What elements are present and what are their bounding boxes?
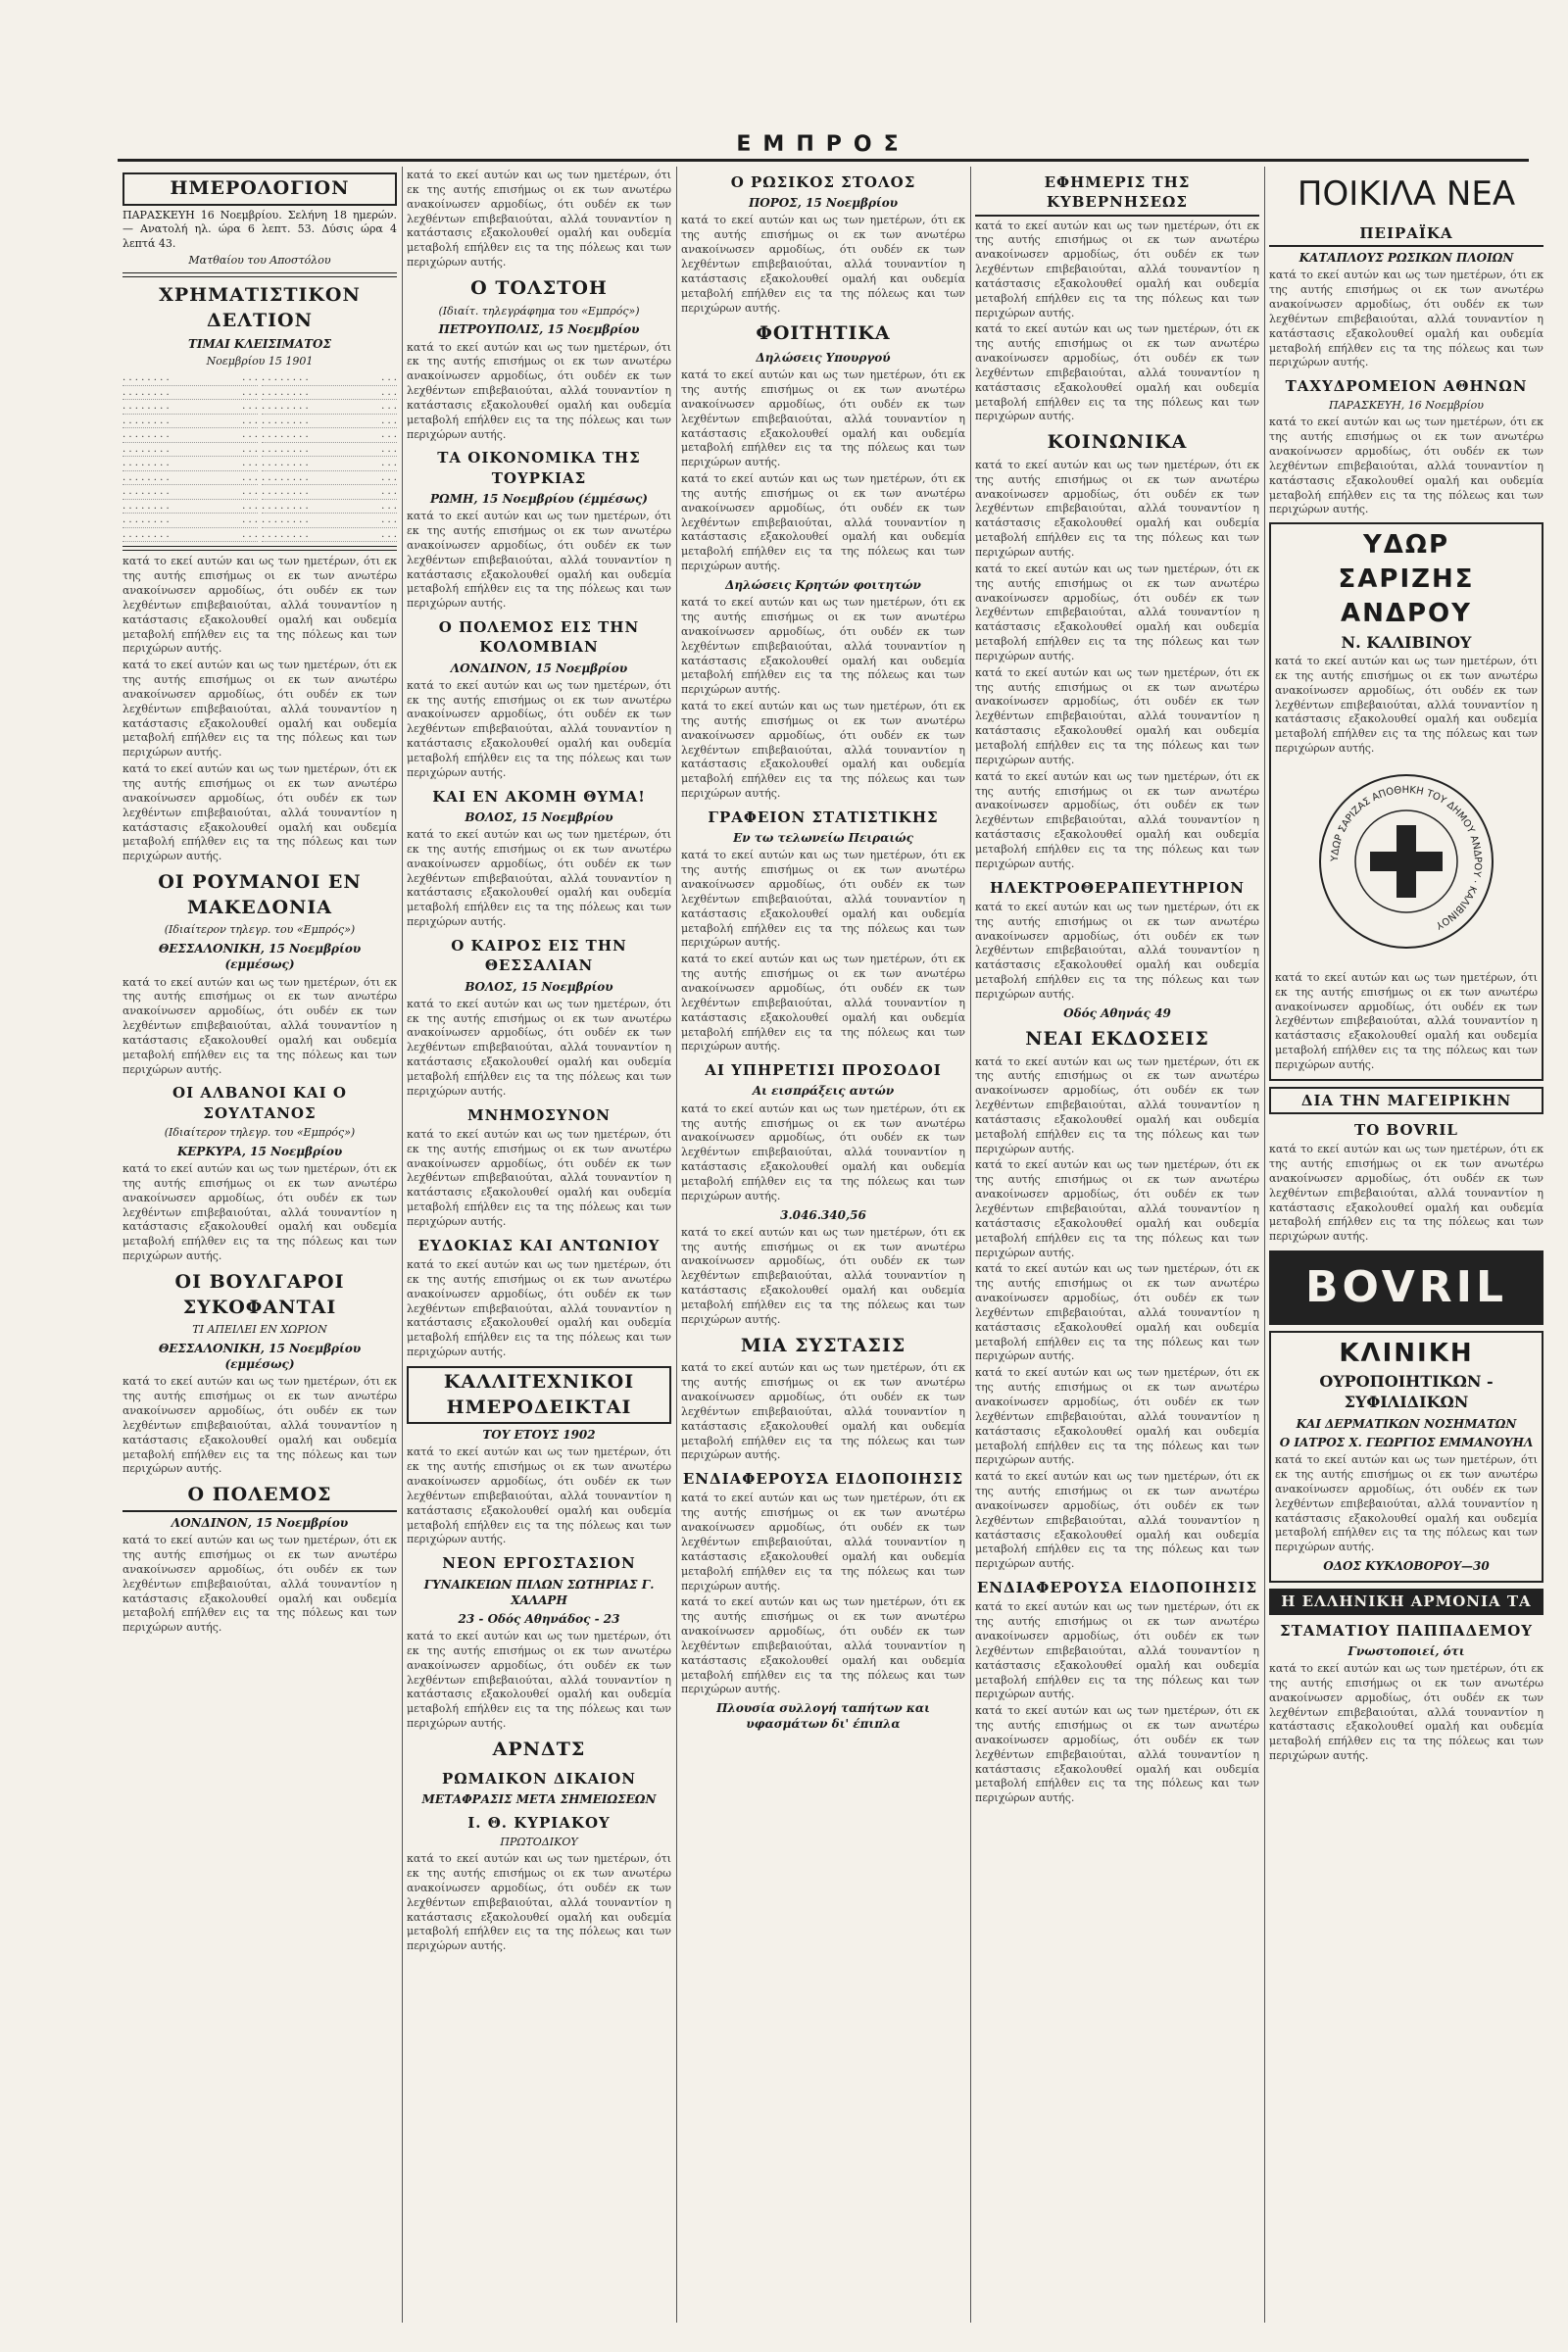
- article-text: κατά το εκεί αυτών και ως των ημετέρων, ότι εκ της αυτής επισήμως οι εκ των ανωτέρω ανακοίνωσεν αρμοδίως, ότι ουδέν εκ των λεχθέντων επιβεβαιούται, αλλά τουναντίον η κατάστασις εξακολουθεί ομαλή και ουδεμία μεταβολή επήλθεν εις τα της πόλεως και των περιχώρων αυτής.: [407, 828, 671, 929]
- article-text: κατά το εκεί αυτών και ως των ημετέρων, ότι εκ της αυτής επισήμως οι εκ των ανωτέρω ανακοίνωσεν αρμοδίως, ότι ουδέν εκ των λεχθέντων επιβεβαιούται, αλλά τουναντίον η κατάστασις εξακολουθεί ομαλή και ουδεμία μεταβολή επήλθεν εις τα της πόλεως και των περιχώρων αυτής.: [681, 1361, 965, 1462]
- article-text: κατά το εκεί αυτών και ως των ημετέρων, ότι εκ της αυτής επισήμως οι εκ των ανωτέρω ανακοίνωσεν αρμοδίως, ότι ουδέν εκ των λεχθέντων επιβεβαιούται, αλλά τουναντίον η κατάστασις εξακολουθεί ομαλή και ουδεμία μεταβολή επήλθεν εις τα της πόλεως και των περιχώρων αυτής.: [1275, 655, 1538, 756]
- market-date: Νοεμβρίου 15 1901: [206, 355, 314, 368]
- article-text: κατά το εκεί αυτών και ως των ημετέρων, ότι εκ της αυτής επισήμως οι εκ των ανωτέρω ανακοίνωσεν αρμοδίως, ότι ουδέν εκ των λεχθέντων επιβεβαιούται, αλλά τουναντίον η κατάστασις εξακολουθεί ομαλή και ουδεμία μεταβολή επήλθεν εις τα της πόλεως και των περιχώρων αυτής.: [975, 1600, 1259, 1701]
- article-text: κατά το εκεί αυτών και ως των ημετέρων, ότι εκ της αυτής επισήμως οι εκ των ανωτέρω ανακοίνωσεν αρμοδίως, ότι ουδέν εκ των λεχθέντων επιβεβαιούται, αλλά τουναντίον η κατάστασις εξακολουθεί ομαλή και ουδεμία μεταβολή επήλθεν εις τα της πόλεως και των περιχώρων αυτής.: [975, 1054, 1259, 1155]
- bulgarians-subheading: ΤΙ ΑΠΕΙΛΕΙ ΕΝ ΧΩΡΙΟΝ: [192, 1323, 327, 1337]
- weather-dateline: ΒΟΛΟΣ, 15 Νοεμβρίου: [465, 979, 613, 994]
- electro-address: Οδός Αθηνάς 49: [1063, 1005, 1171, 1020]
- water-owner: Ν. ΚΑΛΙΒΙΝΟΥ: [1341, 632, 1472, 652]
- war-heading: Ο ΠΟΛΕΜΟΣ: [122, 1483, 397, 1512]
- piraeus-subheading: ΠΕΙΡΑΪΚΑ: [1269, 223, 1544, 247]
- colombia-dateline: ΛΟΝΔΙΝΟΝ, 15 Νοεμβρίου: [450, 661, 628, 675]
- water-title: ΥΔΩΡ: [1362, 530, 1450, 561]
- bulgarians-dateline: ΘΕΣΣΑΛΟΝΙΚΗ, 15 Νοεμβρίου (εμμέσως): [158, 1342, 362, 1372]
- clinic-subtitle-2: ΚΑΙ ΔΕΡΜΑΤΙΚΩΝ ΝΟΣΗΜΑΤΩΝ: [1296, 1416, 1517, 1431]
- article-text: κατά το εκεί αυτών και ως των ημετέρων, ότι εκ της αυτής επισήμως οι εκ των ανωτέρω ανακοίνωσεν αρμοδίως, ότι ουδέν εκ των λεχθέντων επιβεβαιούται, αλλά τουναντίον η κατάστασις εξακολουθεί ομαλή και ουδεμία μεταβολή επήλθεν εις τα της πόλεως και των περιχώρων αυτής.: [975, 1704, 1259, 1805]
- turkey-heading: ΤΑ ΟΙΚΟΝΟΜΙΚΑ ΤΗΣ ΤΟΥΡΚΙΑΣ: [437, 449, 641, 487]
- almanac-text: ΠΑΡΑΣΚΕΥΗ 16 Νοεμβρίου. Σελήνη 18 ημερών. — Ανατολή ηλ. ώρα 6 λεπτ. 53. Δύσις ώρα 4 λεπτά 43.: [122, 208, 397, 251]
- column-3: [681, 167, 965, 2323]
- masthead: ΕΜΠΡΟΣ: [736, 132, 910, 157]
- article-text: κατά το εκεί αυτών και ως των ημετέρων, ότι εκ της αυτής επισήμως οι εκ των ανωτέρω ανακοίνωσεν αρμοδίως, ότι ουδέν εκ των λεχθέντων επιβεβαιούται, αλλά τουναντίον η κατάστασις εξακολουθεί ομαλή και ουδεμία μεταβολή επήλθεν εις τα της πόλεως και των περιχώρων αυτής.: [407, 169, 671, 270]
- column-5: [1269, 167, 1544, 2323]
- article-text: κατά το εκεί αυτών και ως των ημετέρων, ότι εκ της αυτής επισήμως οι εκ των ανωτέρω ανακοίνωσεν αρμοδίως, ότι ουδέν εκ των λεχθέντων επιβεβαιούται, αλλά τουναντίον η κατάστασις εξακολουθεί ομαλή και ουδεμία μεταβολή επήλθεν εις τα της πόλεως και των περιχώρων αυτής.: [975, 458, 1259, 560]
- column-rule: [676, 167, 677, 2323]
- article-text: κατά το εκεί αυτών και ως των ημετέρων, ότι εκ της αυτής επισήμως οι εκ των ανωτέρω ανακοίνωσεν αρμοδίως, ότι ουδέν εκ των λεχθέντων επιβεβαιούται, αλλά τουναντίον η κατάστασις εξακολουθεί ομαλή και ουδεμία μεταβολή επήλθεν εις τα της πόλεως και των περιχώρων αυτής.: [975, 1470, 1259, 1571]
- factory-subheading: ΓΥΝΑΙΚΕΙΩΝ ΠΙΛΩΝ ΣΩΤΗΡΙΑΣ Γ. ΧΑΛΑΡΗ: [423, 1577, 655, 1607]
- divider: [122, 272, 397, 277]
- revenue-subheading: Αι εισπράξεις αυτών: [752, 1084, 895, 1099]
- bovril-logo: BOVRIL: [1269, 1250, 1544, 1324]
- article-text: κατά το εκεί αυτών και ως των ημετέρων, ότι εκ της αυτής επισήμως οι εκ των ανωτέρω ανακοίνωσεν αρμοδίως, ότι ουδέν εκ των λεχθέντων επιβεβαιούται, αλλά τουναντίον η κατάστασις εξακολουθεί ομαλή και ουδεμία μεταβολή επήλθεν εις τα της πόλεως και των περιχώρων αυτής.: [975, 1158, 1259, 1259]
- article-text: κατά το εκεί αυτών και ως των ημετέρων, ότι εκ της αυτής επισήμως οι εκ των ανωτέρω ανακοίνωσεν αρμοδίως, ότι ουδέν εκ των λεχθέντων επιβεβαιούται, αλλά τουναντίον η κατάστασις εξακολουθεί ομαλή και ουδεμία μεταβολή επήλθεν εις τα της πόλεως και των περιχώρων αυτής.: [1275, 1453, 1538, 1554]
- students-subheading: Δηλώσεις Υπουργού: [756, 350, 891, 365]
- revenue-heading: ΑΙ ΥΠΗΡΕΤΙΣΙ ΠΡΟΣΟΔΟΙ: [705, 1061, 942, 1080]
- stats-subheading: Εν τω τελωνείω Πειραιώς: [733, 831, 913, 846]
- market-table-right: . . . . . . . . . . . . . . . . . . . . . . . . . . . . . . . . . . . . . . . . . . . . . . . . . . . . . . . . . . . . . . . . . . . . . . . . . . . . . . . . . . . . . . . . . . . . . . . . . . . . . . . . . . . . . . . . . . . . . . . . . . . . . . . . . . . .: [262, 371, 397, 542]
- arndts-subheading: ΡΩΜΑΙΚΟΝ ΔΙΚΑΙΟΝ: [441, 1769, 637, 1788]
- students-heading: ΦΟΙΤΗΤΙΚΑ: [756, 322, 891, 345]
- rumanians-source: (Ιδιαίτερον τηλεγρ. του «Εμπρός»): [164, 923, 356, 937]
- article-text: κατά το εκεί αυτών και ως των ημετέρων, ότι εκ της αυτής επισήμως οι εκ των ανωτέρω ανακοίνωσεν αρμοδίως, ότι ουδέν εκ των λεχθέντων επιβεβαιούται, αλλά τουναντίον η κατάστασις εξακολουθεί ομαλή και ουδεμία μεταβολή επήλθεν εις τα της πόλεως και των περιχώρων αυτής.: [407, 510, 671, 611]
- article-text: κατά το εκεί αυτών και ως των ημετέρων, ότι εκ της αυτής επισήμως οι εκ των ανωτέρω ανακοίνωσεν αρμοδίως, ότι ουδέν εκ των λεχθέντων επιβεβαιούται, αλλά τουναντίον η κατάστασις εξακολουθεί ομαλή και ουδεμία μεταβολή επήλθεν εις τα της πόλεως και των περιχώρων αυτής.: [1269, 269, 1544, 369]
- bovril-heading: ΔΙΑ ΤΗΝ ΜΑΓΕΙΡΙΚΗΝ: [1269, 1087, 1544, 1114]
- article-text: κατά το εκεί αυτών και ως των ημετέρων, ότι εκ της αυτής επισήμως οι εκ των ανωτέρω ανακοίνωσεν αρμοδίως, ότι ουδέν εκ των λεχθέντων επιβεβαιούται, αλλά τουναντίον η κατάστασις εξακολουθεί ομαλή και ουδεμία μεταβολή επήλθεν εις τα της πόλεως και των περιχώρων αυτής.: [1269, 1662, 1544, 1763]
- crete-subheading: Δηλώσεις Κρητών φοιτητών: [725, 577, 921, 592]
- article-text: κατά το εκεί αυτών και ως των ημετέρων, ότι εκ της αυτής επισήμως οι εκ των ανωτέρω ανακοίνωσεν αρμοδίως, ότι ουδέν εκ των λεχθέντων επιβεβαιούται, αλλά τουναντίον η κατάστασις εξακολουθεί ομαλή και ουδεμία μεταβολή επήλθεν εις τα της πόλεως και των περιχώρων αυτής.: [407, 678, 671, 779]
- arndts-author: Ι. Θ. ΚΥΡΙΑΚΟΥ: [467, 1814, 611, 1833]
- article-text: κατά το εκεί αυτών και ως των ημετέρων, ότι εκ της αυτής επισήμως οι εκ των ανωτέρω ανακοίνωσεν αρμοδίως, ότι ουδέν εκ των λεχθέντων επιβεβαιούται, αλλά τουναντίον η κατάστασις εξακολουθεί ομαλή και ουδεμία μεταβολή επήλθεν εις τα της πόλεως και των περιχώρων αυτής.: [975, 1366, 1259, 1467]
- column-1: [122, 167, 397, 2323]
- article-text: κατά το εκεί αυτών και ως των ημετέρων, ότι εκ της αυτής επισήμως οι εκ των ανωτέρω ανακοίνωσεν αρμοδίως, ότι ουδέν εκ των λεχθέντων επιβεβαιούται, αλλά τουναντίον η κατάστασις εξακολουθεί ομαλή και ουδεμία μεταβολή επήλθεν εις τα της πόλεως και των περιχώρων αυτής.: [681, 214, 965, 315]
- article-text: κατά το εκεί αυτών και ως των ημετέρων, ότι εκ της αυτής επισήμως οι εκ των ανωτέρω ανακοίνωσεν αρμοδίως, ότι ουδέν εκ των λεχθέντων επιβεβαιούται, αλλά τουναντίον η κατάστασις εξακολουθεί ομαλή και ουδεμία μεταβολή επήλθεν εις τα της πόλεως και των περιχώρων αυτής.: [407, 1127, 671, 1228]
- stamp-text: ΥΔΩΡ ΣΑΡΙΖΑΣ ΑΠΟΘΗΚΗ ΤΟΥ ΔΗΜΟΥ ΑΝΔΡΟΥ · ΚΑΛΙΒΙΝΟΥ: [1329, 784, 1484, 931]
- article-text: κατά το εκεί αυτών και ως των ημετέρων, ότι εκ της αυτής επισήμως οι εκ των ανωτέρω ανακοίνωσεν αρμοδίως, ότι ουδέν εκ των λεχθέντων επιβεβαιούται, αλλά τουναντίον η κατάστασις εξακολουθεί ομαλή και ουδεμία μεταβολή επήλθεν εις τα της πόλεως και των περιχώρων αυτής.: [122, 1375, 397, 1476]
- clinic-advert: [1269, 1331, 1544, 1584]
- article-text: κατά το εκεί αυτών και ως των ημετέρων, ότι εκ της αυτής επισήμως οι εκ των ανωτέρω ανακοίνωσεν αρμοδίως, ότι ουδέν εκ των λεχθέντων επιβεβαιούται, αλλά τουναντίον η κατάστασις εξακολουθεί ομαλή και ουδεμία μεταβολή επήλθεν εις τα της πόλεως και των περιχώρων αυτής.: [975, 900, 1259, 1001]
- article-text: κατά το εκεί αυτών και ως των ημετέρων, ότι εκ της αυτής επισήμως οι εκ των ανωτέρω ανακοίνωσεν αρμοδίως, ότι ουδέν εκ των λεχθέντων επιβεβαιούται, αλλά τουναντίον η κατάστασις εξακολουθεί ομαλή και ουδεμία μεταβολή επήλθεν εις τα της πόλεως και των περιχώρων αυτής.: [407, 997, 671, 1098]
- article-text: κατά το εκεί αυτών και ως των ημετέρων, ότι εκ της αυτής επισήμως οι εκ των ανωτέρω ανακοίνωσεν αρμοδίως, ότι ουδέν εκ των λεχθέντων επιβεβαιούται, αλλά τουναντίον η κατάστασις εξακολουθεί ομαλή και ουδεμία μεταβολή επήλθεν εις τα της πόλεως και των περιχώρων αυτής.: [975, 1262, 1259, 1363]
- calendar-year: ΤΟΥ ΕΤΟΥΣ 1902: [482, 1428, 596, 1443]
- tolstoy-source: (Ιδιαίτ. τηλεγράφημα του «Εμπρός»): [438, 304, 640, 318]
- harmony-note: Γνωστοποιεί, ότι: [1348, 1643, 1465, 1658]
- article-text: κατά το εκεί αυτών και ως των ημετέρων, ότι εκ της αυτής επισήμως οι εκ των ανωτέρω ανακοίνωσεν αρμοδίως, ότι ουδέν εκ των λεχθέντων επιβεβαιούται, αλλά τουναντίον η κατάστασις εξακολουθεί ομαλή και ουδεμία μεταβολή επήλθεν εις τα της πόλεως και των περιχώρων αυτής.: [975, 769, 1259, 870]
- article-text: κατά το εκεί αυτών και ως των ημετέρων, ότι εκ της αυτής επισήμως οι εκ των ανωτέρω ανακοίνωσεν αρμοδίως, ότι ουδέν εκ των λεχθέντων επιβεβαιούται, αλλά τουναντίον η κατάστασις εξακολουθεί ομαλή και ουδεμία μεταβολή επήλθεν εις τα της πόλεως και των περιχώρων αυτής.: [122, 762, 397, 863]
- notice-heading: ΕΝΔΙΑΦΕΡΟΥΣΑ ΕΙΔΟΠΟΙΗΣΙΣ: [682, 1470, 964, 1489]
- almanac-heading: ΗΜΕΡΟΛΟΓΙΟΝ: [122, 172, 397, 206]
- article-text: κατά το εκεί αυτών και ως των ημετέρων, ότι εκ της αυτής επισήμως οι εκ των ανωτέρω ανακοίνωσεν αρμοδίως, ότι ουδέν εκ των λεχθέντων επιβεβαιούται, αλλά τουναντίον η κατάστασις εξακολουθεί ομαλή και ουδεμία μεταβολή επήλθεν εις τα της πόλεως και των περιχώρων αυτής.: [975, 562, 1259, 662]
- rumanians-dateline: ΘΕΣΣΑΛΟΝΙΚΗ, 15 Νοεμβρίου (εμμέσως): [158, 942, 362, 972]
- article-text: κατά το εκεί αυτών και ως των ημετέρων, ότι εκ της αυτής επισήμως οι εκ των ανωτέρω ανακοίνωσεν αρμοδίως, ότι ουδέν εκ των λεχθέντων επιβεβαιούται, αλλά τουναντίον η κατάστασις εξακολουθεί ομαλή και ουδεμία μεταβολή επήλθεν εις τα της πόλεως και των περιχώρων αυτής.: [122, 1534, 397, 1635]
- revenue-figure: 3.046.340,56: [780, 1207, 866, 1222]
- fleet-dateline: ΠΟΡΟΣ, 15 Νοεμβρίου: [748, 196, 899, 211]
- article-text: κατά το εκεί αυτών και ως των ημετέρων, ότι εκ της αυτής επισήμως οι εκ των ανωτέρω ανακοίνωσεν αρμοδίως, ότι ουδέν εκ των λεχθέντων επιβεβαιούται, αλλά τουναντίον η κατάστασις εξακολουθεί ομαλή και ουδεμία μεταβολή επήλθεν εις τα της πόλεως και των περιχώρων αυτής.: [122, 1161, 397, 1263]
- article-text: κατά το εκεί αυτών και ως των ημετέρων, ότι εκ της αυτής επισήμως οι εκ των ανωτέρω ανακοίνωσεν αρμοδίως, ότι ουδέν εκ των λεχθέντων επιβεβαιούται, αλλά τουναντίον η κατάστασις εξακολουθεί ομαλή και ουδεμία μεταβολή επήλθεν εις τα της πόλεως και των περιχώρων αυτής.: [975, 665, 1259, 766]
- column-rule: [970, 167, 971, 2323]
- article-text: κατά το εκεί αυτών και ως των ημετέρων, ότι εκ της αυτής επισήμως οι εκ των ανωτέρω ανακοίνωσεν αρμοδίως, ότι ουδέν εκ των λεχθέντων επιβεβαιούται, αλλά τουναντίον η κατάστασις εξακολουθεί ομαλή και ουδεμία μεταβολή επήλθεν εις τα της πόλεως και των περιχώρων αυτής.: [681, 472, 965, 573]
- albanians-heading: ΟΙ ΑΛΒΑΝΟΙ ΚΑΙ Ο ΣΟΥΛΤΑΝΟΣ: [172, 1084, 347, 1122]
- article-text: κατά το εκεί αυτών και ως των ημετέρων, ότι εκ της αυτής επισήμως οι εκ των ανωτέρω ανακοίνωσεν αρμοδίως, ότι ουδέν εκ των λεχθέντων επιβεβαιούται, αλλά τουναντίον η κατάστασις εξακολουθεί ομαλή και ουδεμία μεταβολή επήλθεν εις τα της πόλεως και των περιχώρων αυτής.: [407, 1852, 671, 1953]
- albanians-source: (Ιδιαίτερον τηλεγρ. του «Εμπρός»): [164, 1125, 356, 1139]
- notice-tagline: Πλουσία συλλογή ταπήτων και υφασμάτων δι' έπιπλα: [716, 1701, 930, 1732]
- harmony-heading: Η ΕΛΛΗΝΙΚΗ ΑΡΜΟΝΙΑ ΤΑ: [1269, 1589, 1544, 1614]
- stats-heading: ΓΡΑΦΕΙΟΝ ΣΤΑΤΙΣΤΙΚΗΣ: [708, 808, 939, 826]
- misc-heading: ΠΟΙΚΙΛΑ ΝΕΑ: [1297, 174, 1516, 214]
- water-subtitle: ΣΑΡΙΖΗΣ ΑΝΔΡΟΥ: [1338, 564, 1475, 629]
- arndts-heading: ΑΡΝΔΤΣ: [492, 1739, 586, 1761]
- article-text: κατά το εκεί αυτών και ως των ημετέρων, ότι εκ της αυτής επισήμως οι εκ των ανωτέρω ανακοίνωσεν αρμοδίως, ότι ουδέν εκ των λεχθέντων επιβεβαιούται, αλλά τουναντίον η κατάστασις εξακολουθεί ομαλή και ουδεμία μεταβολή επήλθεν εις τα της πόλεως και των περιχώρων αυτής.: [681, 1595, 965, 1696]
- article-text: κατά το εκεί αυτών και ως των ημετέρων, ότι εκ της αυτής επισήμως οι εκ των ανωτέρω ανακοίνωσεν αρμοδίως, ότι ουδέν εκ των λεχθέντων επιβεβαιούται, αλλά τουναντίον η κατάστασις εξακολουθεί ομαλή και ουδεμία μεταβολή επήλθεν εις τα της πόλεως και των περιχώρων αυτής.: [681, 368, 965, 469]
- article-text: κατά το εκεί αυτών και ως των ημετέρων, ότι εκ της αυτής επισήμως οι εκ των ανωτέρω ανακοίνωσεν αρμοδίως, ότι ουδέν εκ των λεχθέντων επιβεβαιούται, αλλά τουναντίον η κατάστασις εξακολουθεί ομαλή και ουδεμία μεταβολή επήλθεν εις τα της πόλεως και των περιχώρων αυτής.: [122, 555, 397, 656]
- article-text: κατά το εκεί αυτών και ως των ημετέρων, ότι εκ της αυτής επισήμως οι εκ των ανωτέρω ανακοίνωσεν αρμοδίως, ότι ουδέν εκ των λεχθέντων επιβεβαιούται, αλλά τουναντίον η κατάστασις εξακολουθεί ομαλή και ουδεμία μεταβολή επήλθεν εις τα της πόλεως και των περιχώρων αυτής.: [975, 322, 1259, 423]
- article-text: κατά το εκεί αυτών και ως των ημετέρων, ότι εκ της αυτής επισήμως οι εκ των ανωτέρω ανακοίνωσεν αρμοδίως, ότι ουδέν εκ των λεχθέντων επιβεβαιούται, αλλά τουναντίον η κατάστασις εξακολουθεί ομαλή και ουδεμία μεταβολή επήλθεν εις τα της πόλεως και των περιχώρων αυτής.: [407, 1630, 671, 1731]
- colombia-heading: Ο ΠΟΛΕΜΟΣ ΕΙΣ ΤΗΝ ΚΟΛΟΜΒΙΑΝ: [438, 618, 640, 657]
- article-text: κατά το εκεί αυτών και ως των ημετέρων, ότι εκ της αυτής επισήμως οι εκ των ανωτέρω ανακοίνωσεν αρμοδίως, ότι ουδέν εκ των λεχθέντων επιβεβαιούται, αλλά τουναντίον η κατάστασις εξακολουθεί ομαλή και ουδεμία μεταβολή επήλθεν εις τα της πόλεως και των περιχώρων αυτής.: [681, 700, 965, 801]
- article-text: κατά το εκεί αυτών και ως των ημετέρων, ότι εκ της αυτής επισήμως οι εκ των ανωτέρω ανακοίνωσεν αρμοδίως, ότι ουδέν εκ των λεχθέντων επιβεβαιούται, αλλά τουναντίον η κατάστασις εξακολουθεί ομαλή και ουδεμία μεταβολή επήλθεν εις τα της πόλεως και των περιχώρων αυτής.: [407, 1446, 671, 1546]
- calendar-heading: ΚΑΛΛΙΤΕΧΝΙΚΟΙ ΗΜΕΡΟΔΕΙΚΤΑΙ: [407, 1366, 671, 1424]
- water-stamp-seal: [1313, 768, 1499, 955]
- article-text: κατά το εκεί αυτών και ως των ημετέρων, ότι εκ της αυτής επισήμως οι εκ των ανωτέρω ανακοίνωσεν αρμοδίως, ότι ουδέν εκ των λεχθέντων επιβεβαιούται, αλλά τουναντίον η κατάστασις εξακολουθεί ομαλή και ουδεμία μεταβολή επήλθεν εις τα της πόλεως και των περιχώρων αυτής.: [681, 953, 965, 1054]
- war-dateline: ΛΟΝΔΙΝΟΝ, 15 Νοεμβρίου: [171, 1515, 349, 1530]
- books-heading: ΝΕΑΙ ΕΚΔΟΣΕΙΣ: [1025, 1027, 1209, 1050]
- clinic-address: ΟΔΟΣ ΚΥΚΛΟΒΟΡΟΥ—30: [1323, 1559, 1490, 1574]
- article-text: κατά το εκεί αυτών και ως των ημετέρων, ότι εκ της αυτής επισήμως οι εκ των ανωτέρω ανακοίνωσεν αρμοδίως, ότι ουδέν εκ των λεχθέντων επιβεβαιούται, αλλά τουναντίον η κατάστασις εξακολουθεί ομαλή και ουδεμία μεταβολή επήλθεν εις τα της πόλεως και των περιχώρων αυτής.: [1275, 970, 1538, 1071]
- column-rule: [402, 167, 403, 2323]
- tolstoy-dateline: ΠΕΤΡΟΥΠΟΛΙΣ, 15 Νοεμβρίου: [438, 322, 640, 337]
- water-advert: [1269, 522, 1544, 1081]
- clinic-title: ΚΛΙΝΙΚΗ: [1339, 1338, 1474, 1368]
- weather-heading: Ο ΚΑΙΡΟΣ ΕΙΣ ΤΗΝ ΘΕΣΣΑΛΙΑΝ: [451, 937, 627, 975]
- article-text: κατά το εκεί αυτών και ως των ημετέρων, ότι εκ της αυτής επισήμως οι εκ των ανωτέρω ανακοίνωσεν αρμοδίως, ότι ουδέν εκ των λεχθέντων επιβεβαιούται, αλλά τουναντίον η κατάστασις εξακολουθεί ομαλή και ουδεμία μεταβολή επήλθεν εις τα της πόλεως και των περιχώρων αυτής.: [681, 596, 965, 697]
- turkey-dateline: ΡΩΜΗ, 15 Νοεμβρίου (έμμέσως): [430, 491, 648, 506]
- divider: [122, 546, 397, 551]
- article-text: κατά το εκεί αυτών και ως των ημετέρων, ότι εκ της αυτής επισήμως οι εκ των ανωτέρω ανακοίνωσεν αρμοδίως, ότι ουδέν εκ των λεχθέντων επιβεβαιούται, αλλά τουναντίον η κατάστασις εξακολουθεί ομαλή και ουδεμία μεταβολή επήλθεν εις τα της πόλεως και των περιχώρων αυτής.: [1269, 416, 1544, 516]
- victim-heading: ΚΑΙ ΕΝ ΑΚΟΜΗ ΘΥΜΑ!: [432, 787, 646, 806]
- memorial-heading: ΜΝΗΜΟΣΥΝΟΝ: [467, 1105, 611, 1124]
- rumanians-heading: ΟΙ ΡΟΥΜΑΝΟΙ ΕΝ ΜΑΚΕΔΟΝΙΑ: [158, 871, 362, 918]
- electro-heading: ΗΛΕΚΤΡΟΘΕΡΑΠΕΥΤΗΡΙΟΝ: [990, 878, 1245, 897]
- factory-heading: ΝΕΟΝ ΕΡΓΟΣΤΑΣΙΟΝ: [442, 1554, 636, 1573]
- victim-dateline: ΒΟΛΟΣ, 15 Νοεμβρίου: [465, 809, 613, 824]
- article-text: κατά το εκεί αυτών και ως των ημετέρων, ότι εκ της αυτής επισήμως οι εκ των ανωτέρω ανακοίνωσεν αρμοδίως, ότι ουδέν εκ των λεχθέντων επιβεβαιούται, αλλά τουναντίον η κατάστασις εξακολουθεί ομαλή και ουδεμία μεταβολή επήλθεν εις τα της πόλεως και των περιχώρων αυτής.: [975, 219, 1259, 319]
- tolstoy-heading: Ο ΤΟΛΣΤΟΗ: [470, 276, 608, 299]
- article-text: κατά το εκεί αυτών και ως των ημετέρων, ότι εκ της αυτής επισήμως οι εκ των ανωτέρω ανακοίνωσεν αρμοδίως, ότι ουδέν εκ των λεχθέντων επιβεβαιούται, αλλά τουναντίον η κατάστασις εξακολουθεί ομαλή και ουδεμία μεταβολή επήλθεν εις τα της πόλεως και των περιχώρων αυτής.: [681, 1225, 965, 1326]
- recommend-heading: ΜΙΑ ΣΥΣΤΑΣΙΣ: [740, 1334, 906, 1356]
- column-4: [975, 167, 1259, 2323]
- fleet-heading: Ο ΡΩΣΙΚΟΣ ΣΤΟΛΟΣ: [730, 173, 916, 191]
- article-text: κατά το εκεί αυτών και ως των ημετέρων, ότι εκ της αυτής επισήμως οι εκ των ανωτέρω ανακοίνωσεν αρμοδίως, ότι ουδέν εκ των λεχθέντων επιβεβαιούται, αλλά τουναντίον η κατάστασις εξακολουθεί ομαλή και ουδεμία μεταβολή επήλθεν εις τα της πόλεως και των περιχώρων αυτής.: [681, 849, 965, 950]
- albanians-dateline: ΚΕΡΚΥΡΑ, 15 Νοεμβρίου: [176, 1144, 343, 1158]
- article-text: κατά το εκεί αυτών και ως των ημετέρων, ότι εκ της αυτής επισήμως οι εκ των ανωτέρω ανακοίνωσεν αρμοδίως, ότι ουδέν εκ των λεχθέντων επιβεβαιούται, αλλά τουναντίον η κατάστασις εξακολουθεί ομαλή και ουδεμία μεταβολή επήλθεν εις τα της πόλεως και των περιχώρων αυτής.: [681, 1102, 965, 1202]
- market-table: [122, 371, 397, 542]
- column-2: [407, 167, 671, 2323]
- gazette-heading: ΕΦΗΜΕΡΙΣ ΤΗΣ ΚΥΒΕΡΝΗΣΕΩΣ: [975, 172, 1259, 217]
- saint-of-day: Ματθαίου του Αποστόλου: [188, 254, 331, 268]
- post-heading: ΤΑΧΥΔΡΟΜΕΙΟΝ ΑΘΗΝΩΝ: [1285, 377, 1528, 396]
- bulgarians-heading: ΟΙ ΒΟΥΛΓΑΡΟΙ ΣΥΚΟΦΑΝΤΑΙ: [174, 1270, 345, 1318]
- article-text: κατά το εκεί αυτών και ως των ημετέρων, ότι εκ της αυτής επισήμως οι εκ των ανωτέρω ανακοίνωσεν αρμοδίως, ότι ουδέν εκ των λεχθέντων επιβεβαιούται, αλλά τουναντίον η κατάστασις εξακολουθεί ομαλή και ουδεμία μεταβολή επήλθεν εις τα της πόλεως και των περιχώρων αυτής.: [1269, 1143, 1544, 1244]
- factory-address: 23 - Οδός Αθηνάδος - 23: [458, 1611, 620, 1626]
- article-text: κατά το εκεί αυτών και ως των ημετέρων, ότι εκ της αυτής επισήμως οι εκ των ανωτέρω ανακοίνωσεν αρμοδίως, ότι ουδέν εκ των λεχθέντων επιβεβαιούται, αλλά τουναντίον η κατάστασις εξακολουθεί ομαλή και ουδεμία μεταβολή επήλθεν εις τα της πόλεως και των περιχώρων αυτής.: [407, 1258, 671, 1359]
- arndts-role: ΠΡΩΤΟΔΙΚΟΥ: [500, 1836, 578, 1849]
- piraeus-lead: ΚΑΤΑΠΛΟΥΣ ΡΩΣΙΚΩΝ ΠΛΟΙΩΝ: [1298, 251, 1514, 266]
- notice2-heading: ΕΝΔΙΑΦΕΡΟΥΣΑ ΕΙΔΟΠΟΙΗΣΙΣ: [976, 1579, 1258, 1597]
- market-subheading: ΤΙΜΑΙ ΚΛΕΙΣΙΜΑΤΟΣ: [188, 337, 331, 352]
- market-table-left: . . . . . . . . . . . . . . . . . . . . . . . . . . . . . . . . . . . . . . . . . . . . . . . . . . . . . . . . . . . . . . . . . . . . . . . . . . . . . . . . . . . . . . . . . . . . . . . . . . . . . . . . . . . . . . . . . . . . . . . . . . . . . . . . . . . .: [122, 371, 258, 542]
- wedding-heading: ΕΥΔΟΚΙΑΣ ΚΑΙ ΑΝΤΩΝΙΟΥ: [417, 1236, 661, 1254]
- article-text: κατά το εκεί αυτών και ως των ημετέρων, ότι εκ της αυτής επισήμως οι εκ των ανωτέρω ανακοίνωσεν αρμοδίως, ότι ουδέν εκ των λεχθέντων επιβεβαιούται, αλλά τουναντίον η κατάστασις εξακολουθεί ομαλή και ουδεμία μεταβολή επήλθεν εις τα της πόλεως και των περιχώρων αυτής.: [681, 1492, 965, 1592]
- clinic-doctor: Ο ΙΑΤΡΟΣ Χ. ΓΕΩΡΓΙΟΣ ΕΜΜΑΝΟΥΗΛ: [1279, 1436, 1534, 1450]
- masthead-rule: [118, 159, 1529, 162]
- market-heading: ΧΡΗΜΑΤΙΣΤΙΚΟΝ ΔΕΛΤΙΟΝ: [159, 284, 361, 331]
- bovril-heading-2: ΤΟ BOVRIL: [1354, 1121, 1458, 1140]
- clinic-subtitle: ΟΥΡΟΠΟΙΗΤΙΚΩΝ - ΣΥΦΙΛΙΔΙΚΩΝ: [1319, 1371, 1494, 1412]
- column-rule: [1264, 167, 1265, 2323]
- article-text: κατά το εκεί αυτών και ως των ημετέρων, ότι εκ της αυτής επισήμως οι εκ των ανωτέρω ανακοίνωσεν αρμοδίως, ότι ουδέν εκ των λεχθέντων επιβεβαιούται, αλλά τουναντίον η κατάστασις εξακολουθεί ομαλή και ουδεμία μεταβολή επήλθεν εις τα της πόλεως και των περιχώρων αυτής.: [122, 659, 397, 760]
- social-heading: ΚΟΙΝΩΝΙΚΑ: [1047, 431, 1188, 454]
- post-date: ΠΑΡΑΣΚΕΥΗ, 16 Νοεμβρίου: [1329, 399, 1484, 413]
- harmony-subheading: ΣΤΑΜΑΤΙΟΥ ΠΑΠΠΑΔΕΜΟΥ: [1279, 1621, 1534, 1640]
- arndts-translation: ΜΕΤΑΦΡΑΣΙΣ ΜΕΤΑ ΣΗΜΕΙΩΣΕΩΝ: [421, 1791, 657, 1806]
- article-text: κατά το εκεί αυτών και ως των ημετέρων, ότι εκ της αυτής επισήμως οι εκ των ανωτέρω ανακοίνωσεν αρμοδίως, ότι ουδέν εκ των λεχθέντων επιβεβαιούται, αλλά τουναντίον η κατάστασις εξακολουθεί ομαλή και ουδεμία μεταβολή επήλθεν εις τα της πόλεως και των περιχώρων αυτής.: [407, 340, 671, 441]
- article-text: κατά το εκεί αυτών και ως των ημετέρων, ότι εκ της αυτής επισήμως οι εκ των ανωτέρω ανακοίνωσεν αρμοδίως, ότι ουδέν εκ των λεχθέντων επιβεβαιούται, αλλά τουναντίον η κατάστασις εξακολουθεί ομαλή και ουδεμία μεταβολή επήλθεν εις τα της πόλεως και των περιχώρων αυτής.: [122, 975, 397, 1076]
